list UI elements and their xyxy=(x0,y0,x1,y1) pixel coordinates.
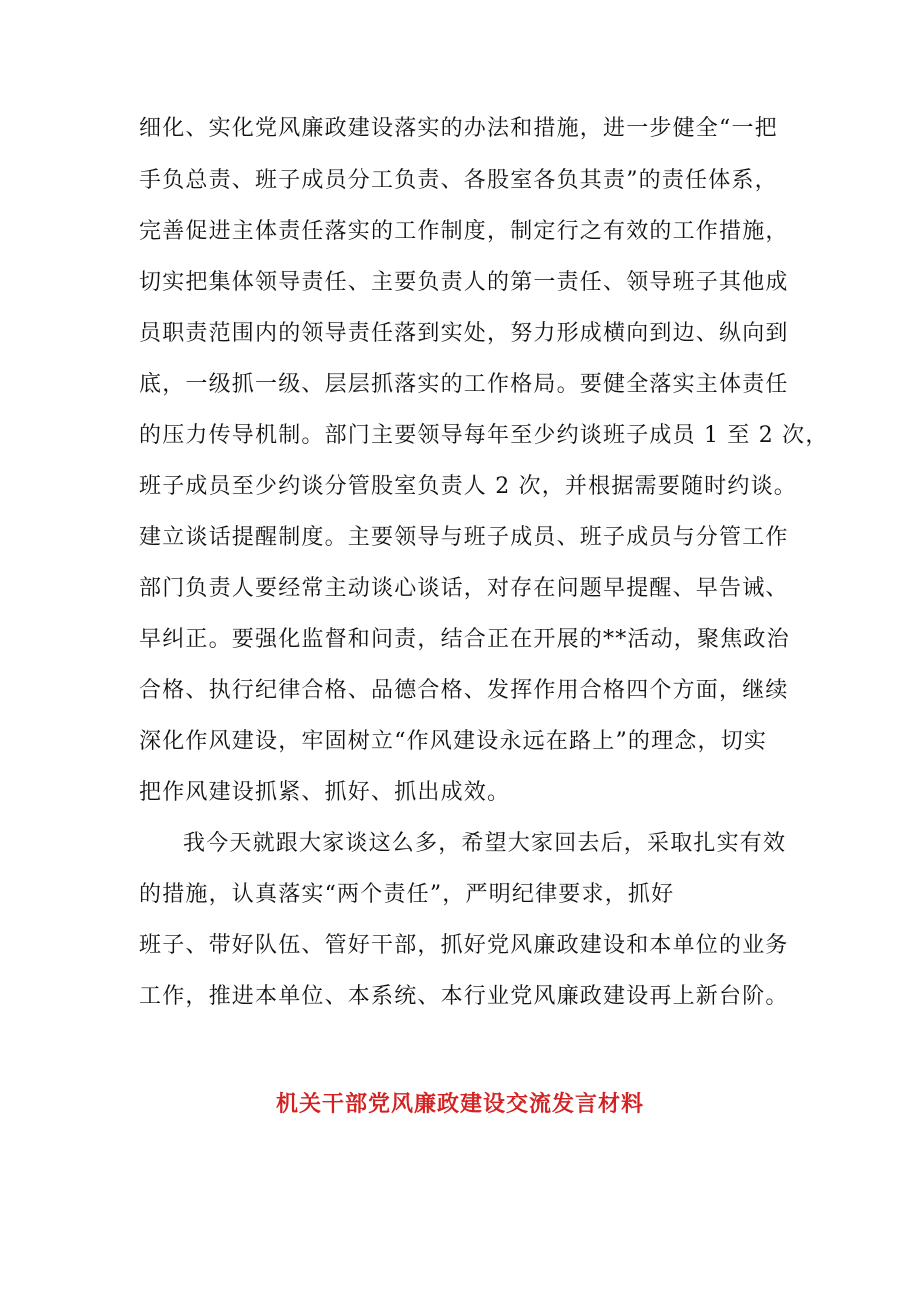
next-document-title: 机关干部党风廉政建设交流发言材料 xyxy=(275,1091,644,1117)
text-line: 工作，推进本单位、本系统、本行业党风廉政建设再上新台阶。 xyxy=(139,984,789,1009)
text-line: 完善促进主体责任落实的工作制度，制定行之有效的工作措施， xyxy=(139,219,789,244)
text-line: 员职责范围内的领导责任落到实处，努力形成横向到边、纵向到 xyxy=(139,321,789,346)
text-line: 的措施，认真落实“两个责任”，严明纪律要求，抓好 xyxy=(139,882,675,907)
text-line: 建立谈话提醒制度。主要领导与班子成员、班子成员与分管工作 xyxy=(139,525,789,550)
text-line: 的压力传导机制。部门主要领导每年至少约谈班子成员 1 至 2 次， xyxy=(139,423,829,448)
text-line: 底，一级抓一级、层层抓落实的工作格局。要健全落实主体责任 xyxy=(139,372,789,397)
text-line: 班子、带好队伍、管好干部，抓好党风廉政建设和本单位的业务 xyxy=(139,933,789,958)
text-line: 细化、实化党风廉政建设落实的办法和措施，进一步健全“一把 xyxy=(139,116,778,141)
text-line: 我今天就跟大家谈这么多，希望大家回去后，采取扎实有效 xyxy=(183,831,787,856)
text-line: 把作风建设抓紧、抓好、抓出成效。 xyxy=(139,780,511,805)
text-line: 合格、执行纪律合格、品德合格、发挥作用合格四个方面，继续 xyxy=(139,678,789,703)
text-line: 深化作风建设，牢固树立“作风建设永远在路上”的理念，切实 xyxy=(139,729,768,754)
text-line: 手负总责、班子成员分工负责、各股室各负其责”的责任体系， xyxy=(139,168,778,193)
text-line: 班子成员至少约谈分管股室负责人 2 次，并根据需要随时约谈。 xyxy=(139,474,797,499)
text-line: 切实把集体领导责任、主要负责人的第一责任、领导班子其他成 xyxy=(139,270,789,295)
text-line: 部门负责人要经常主动谈心谈话，对存在问题早提醒、早告诫、 xyxy=(139,576,789,601)
text-line: 早纠正。要强化监督和问责，结合正在开展的**活动，聚焦政治 xyxy=(139,627,790,652)
